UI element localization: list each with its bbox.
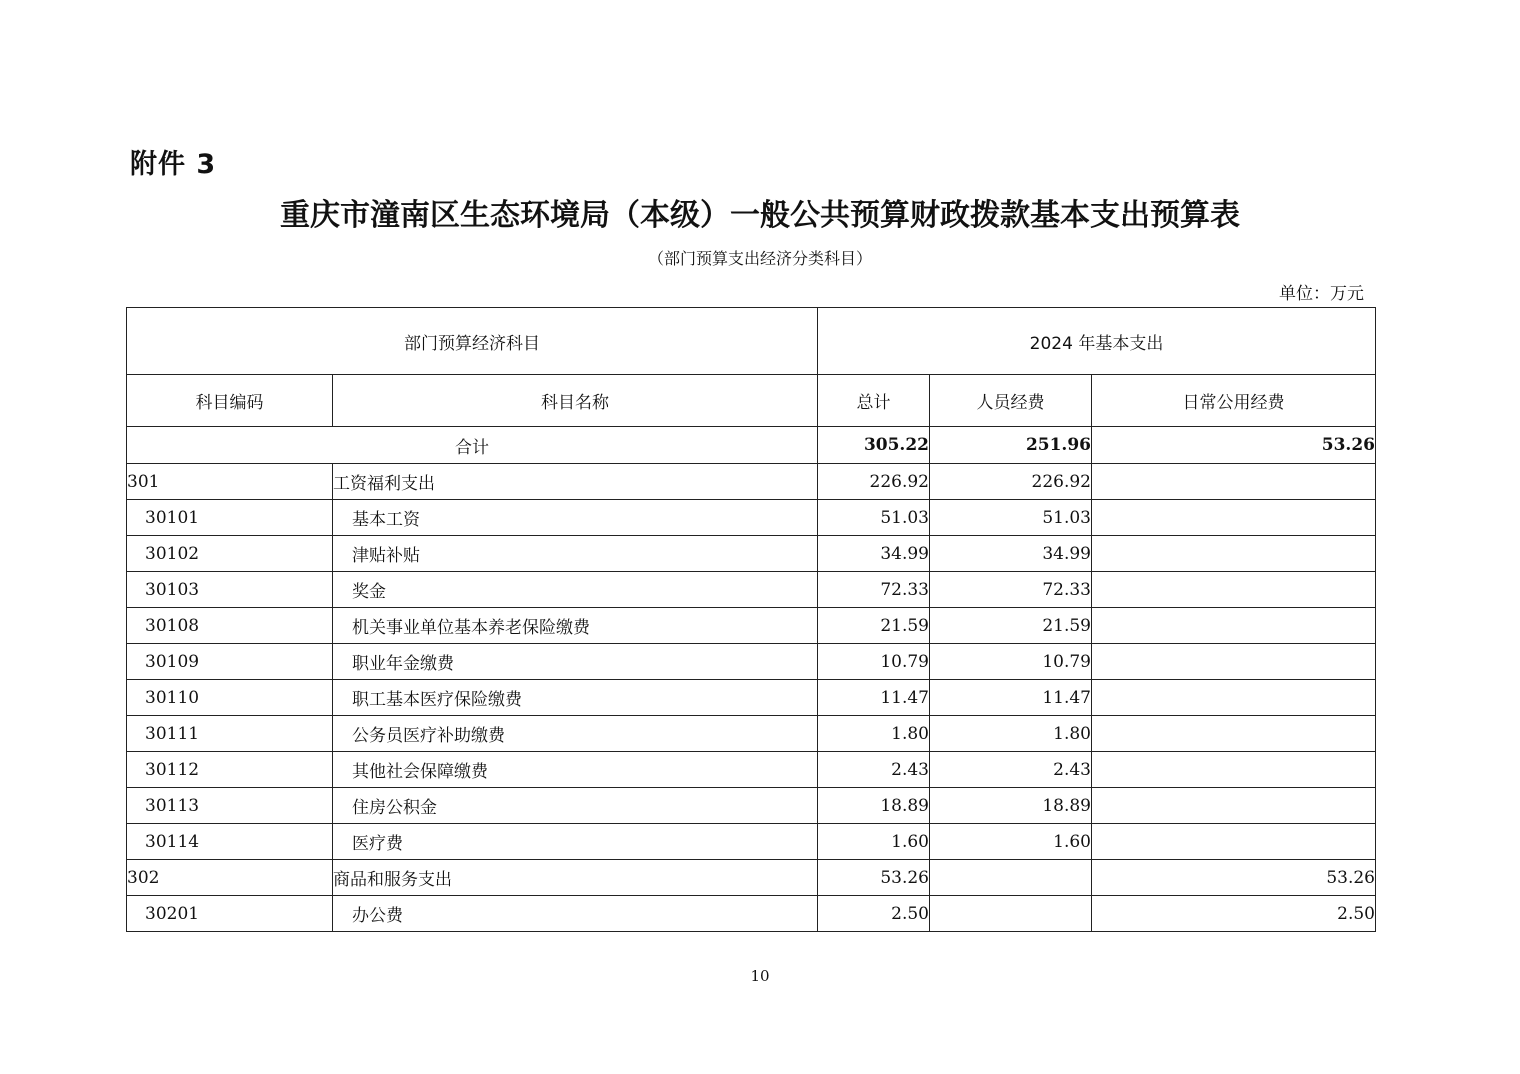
row-public bbox=[1092, 752, 1376, 788]
row-personnel bbox=[930, 860, 1092, 896]
row-name: 基本工资 bbox=[333, 500, 818, 536]
row-total: 226.92 bbox=[818, 464, 930, 500]
row-public bbox=[1092, 824, 1376, 860]
row-code: 30111 bbox=[127, 716, 333, 752]
row-personnel: 2.43 bbox=[930, 752, 1092, 788]
column-header-personnel: 人员经费 bbox=[930, 375, 1092, 427]
table-row bbox=[127, 896, 1376, 932]
table-row bbox=[127, 572, 1376, 608]
row-public bbox=[1092, 716, 1376, 752]
row-name: 职业年金缴费 bbox=[333, 644, 818, 680]
row-total: 18.89 bbox=[818, 788, 930, 824]
row-code: 30201 bbox=[127, 896, 333, 932]
row-personnel: 1.80 bbox=[930, 716, 1092, 752]
column-header-public: 日常公用经费 bbox=[1092, 375, 1376, 427]
row-personnel: 21.59 bbox=[930, 608, 1092, 644]
row-total: 53.26 bbox=[818, 860, 930, 896]
table-row bbox=[127, 680, 1376, 716]
header-row-columns bbox=[127, 375, 1376, 427]
row-public bbox=[1092, 644, 1376, 680]
row-code: 30109 bbox=[127, 644, 333, 680]
budget-table bbox=[126, 307, 1376, 932]
row-public bbox=[1092, 500, 1376, 536]
row-personnel bbox=[930, 896, 1092, 932]
table-row bbox=[127, 824, 1376, 860]
row-personnel: 18.89 bbox=[930, 788, 1092, 824]
row-personnel: 72.33 bbox=[930, 572, 1092, 608]
total-label: 合计 bbox=[127, 427, 818, 464]
table-row bbox=[127, 644, 1376, 680]
row-code: 30113 bbox=[127, 788, 333, 824]
row-total: 2.43 bbox=[818, 752, 930, 788]
row-public bbox=[1092, 464, 1376, 500]
header-economic-subject: 部门预算经济科目 bbox=[127, 308, 818, 375]
row-name: 其他社会保障缴费 bbox=[333, 752, 818, 788]
row-public bbox=[1092, 536, 1376, 572]
table-row bbox=[127, 752, 1376, 788]
header-row-group bbox=[127, 308, 1376, 375]
row-total: 11.47 bbox=[818, 680, 930, 716]
row-name: 职工基本医疗保险缴费 bbox=[333, 680, 818, 716]
row-public: 2.50 bbox=[1092, 896, 1376, 932]
row-total: 21.59 bbox=[818, 608, 930, 644]
row-name: 公务员医疗补助缴费 bbox=[333, 716, 818, 752]
table-row bbox=[127, 860, 1376, 896]
row-total: 1.80 bbox=[818, 716, 930, 752]
row-personnel: 226.92 bbox=[930, 464, 1092, 500]
table-row bbox=[127, 608, 1376, 644]
document-subtitle: （部门预算支出经济分类科目） bbox=[647, 249, 872, 268]
row-code: 30114 bbox=[127, 824, 333, 860]
row-code: 301 bbox=[127, 464, 333, 500]
row-total: 72.33 bbox=[818, 572, 930, 608]
row-personnel: 51.03 bbox=[930, 500, 1092, 536]
row-name: 办公费 bbox=[333, 896, 818, 932]
row-code: 30112 bbox=[127, 752, 333, 788]
row-code: 30102 bbox=[127, 536, 333, 572]
table-row bbox=[127, 464, 1376, 500]
table-row bbox=[127, 788, 1376, 824]
table-row bbox=[127, 536, 1376, 572]
row-code: 30103 bbox=[127, 572, 333, 608]
row-name: 商品和服务支出 bbox=[333, 860, 818, 896]
row-name: 奖金 bbox=[333, 572, 818, 608]
table-row bbox=[127, 500, 1376, 536]
column-header-name: 科目名称 bbox=[333, 375, 818, 427]
row-personnel: 10.79 bbox=[930, 644, 1092, 680]
row-public bbox=[1092, 608, 1376, 644]
total-row bbox=[127, 427, 1376, 464]
row-name: 机关事业单位基本养老保险缴费 bbox=[333, 608, 818, 644]
row-total: 34.99 bbox=[818, 536, 930, 572]
row-total: 10.79 bbox=[818, 644, 930, 680]
row-name: 工资福利支出 bbox=[333, 464, 818, 500]
row-personnel: 1.60 bbox=[930, 824, 1092, 860]
row-name: 津贴补贴 bbox=[333, 536, 818, 572]
column-header-code: 科目编码 bbox=[127, 375, 333, 427]
total-value: 305.22 bbox=[818, 427, 930, 464]
row-total: 2.50 bbox=[818, 896, 930, 932]
attachment-label: 附件 3 bbox=[130, 149, 217, 180]
row-public bbox=[1092, 788, 1376, 824]
row-personnel: 11.47 bbox=[930, 680, 1092, 716]
table-row bbox=[127, 716, 1376, 752]
row-public bbox=[1092, 572, 1376, 608]
column-header-total: 总计 bbox=[818, 375, 930, 427]
row-total: 51.03 bbox=[818, 500, 930, 536]
total-public: 53.26 bbox=[1092, 427, 1376, 464]
page-number: 10 bbox=[750, 967, 770, 985]
row-personnel: 34.99 bbox=[930, 536, 1092, 572]
row-code: 30110 bbox=[127, 680, 333, 716]
row-public bbox=[1092, 680, 1376, 716]
row-name: 医疗费 bbox=[333, 824, 818, 860]
unit-label: 单位：万元 bbox=[1279, 284, 1364, 304]
row-code: 302 bbox=[127, 860, 333, 896]
document-title: 重庆市潼南区生态环境局（本级）一般公共预算财政拨款基本支出预算表 bbox=[280, 198, 1240, 233]
row-total: 1.60 bbox=[818, 824, 930, 860]
row-code: 30101 bbox=[127, 500, 333, 536]
row-public: 53.26 bbox=[1092, 860, 1376, 896]
row-name: 住房公积金 bbox=[333, 788, 818, 824]
total-personnel: 251.96 bbox=[930, 427, 1092, 464]
row-code: 30108 bbox=[127, 608, 333, 644]
header-basic-expenditure: 2024 年基本支出 bbox=[818, 308, 1376, 375]
